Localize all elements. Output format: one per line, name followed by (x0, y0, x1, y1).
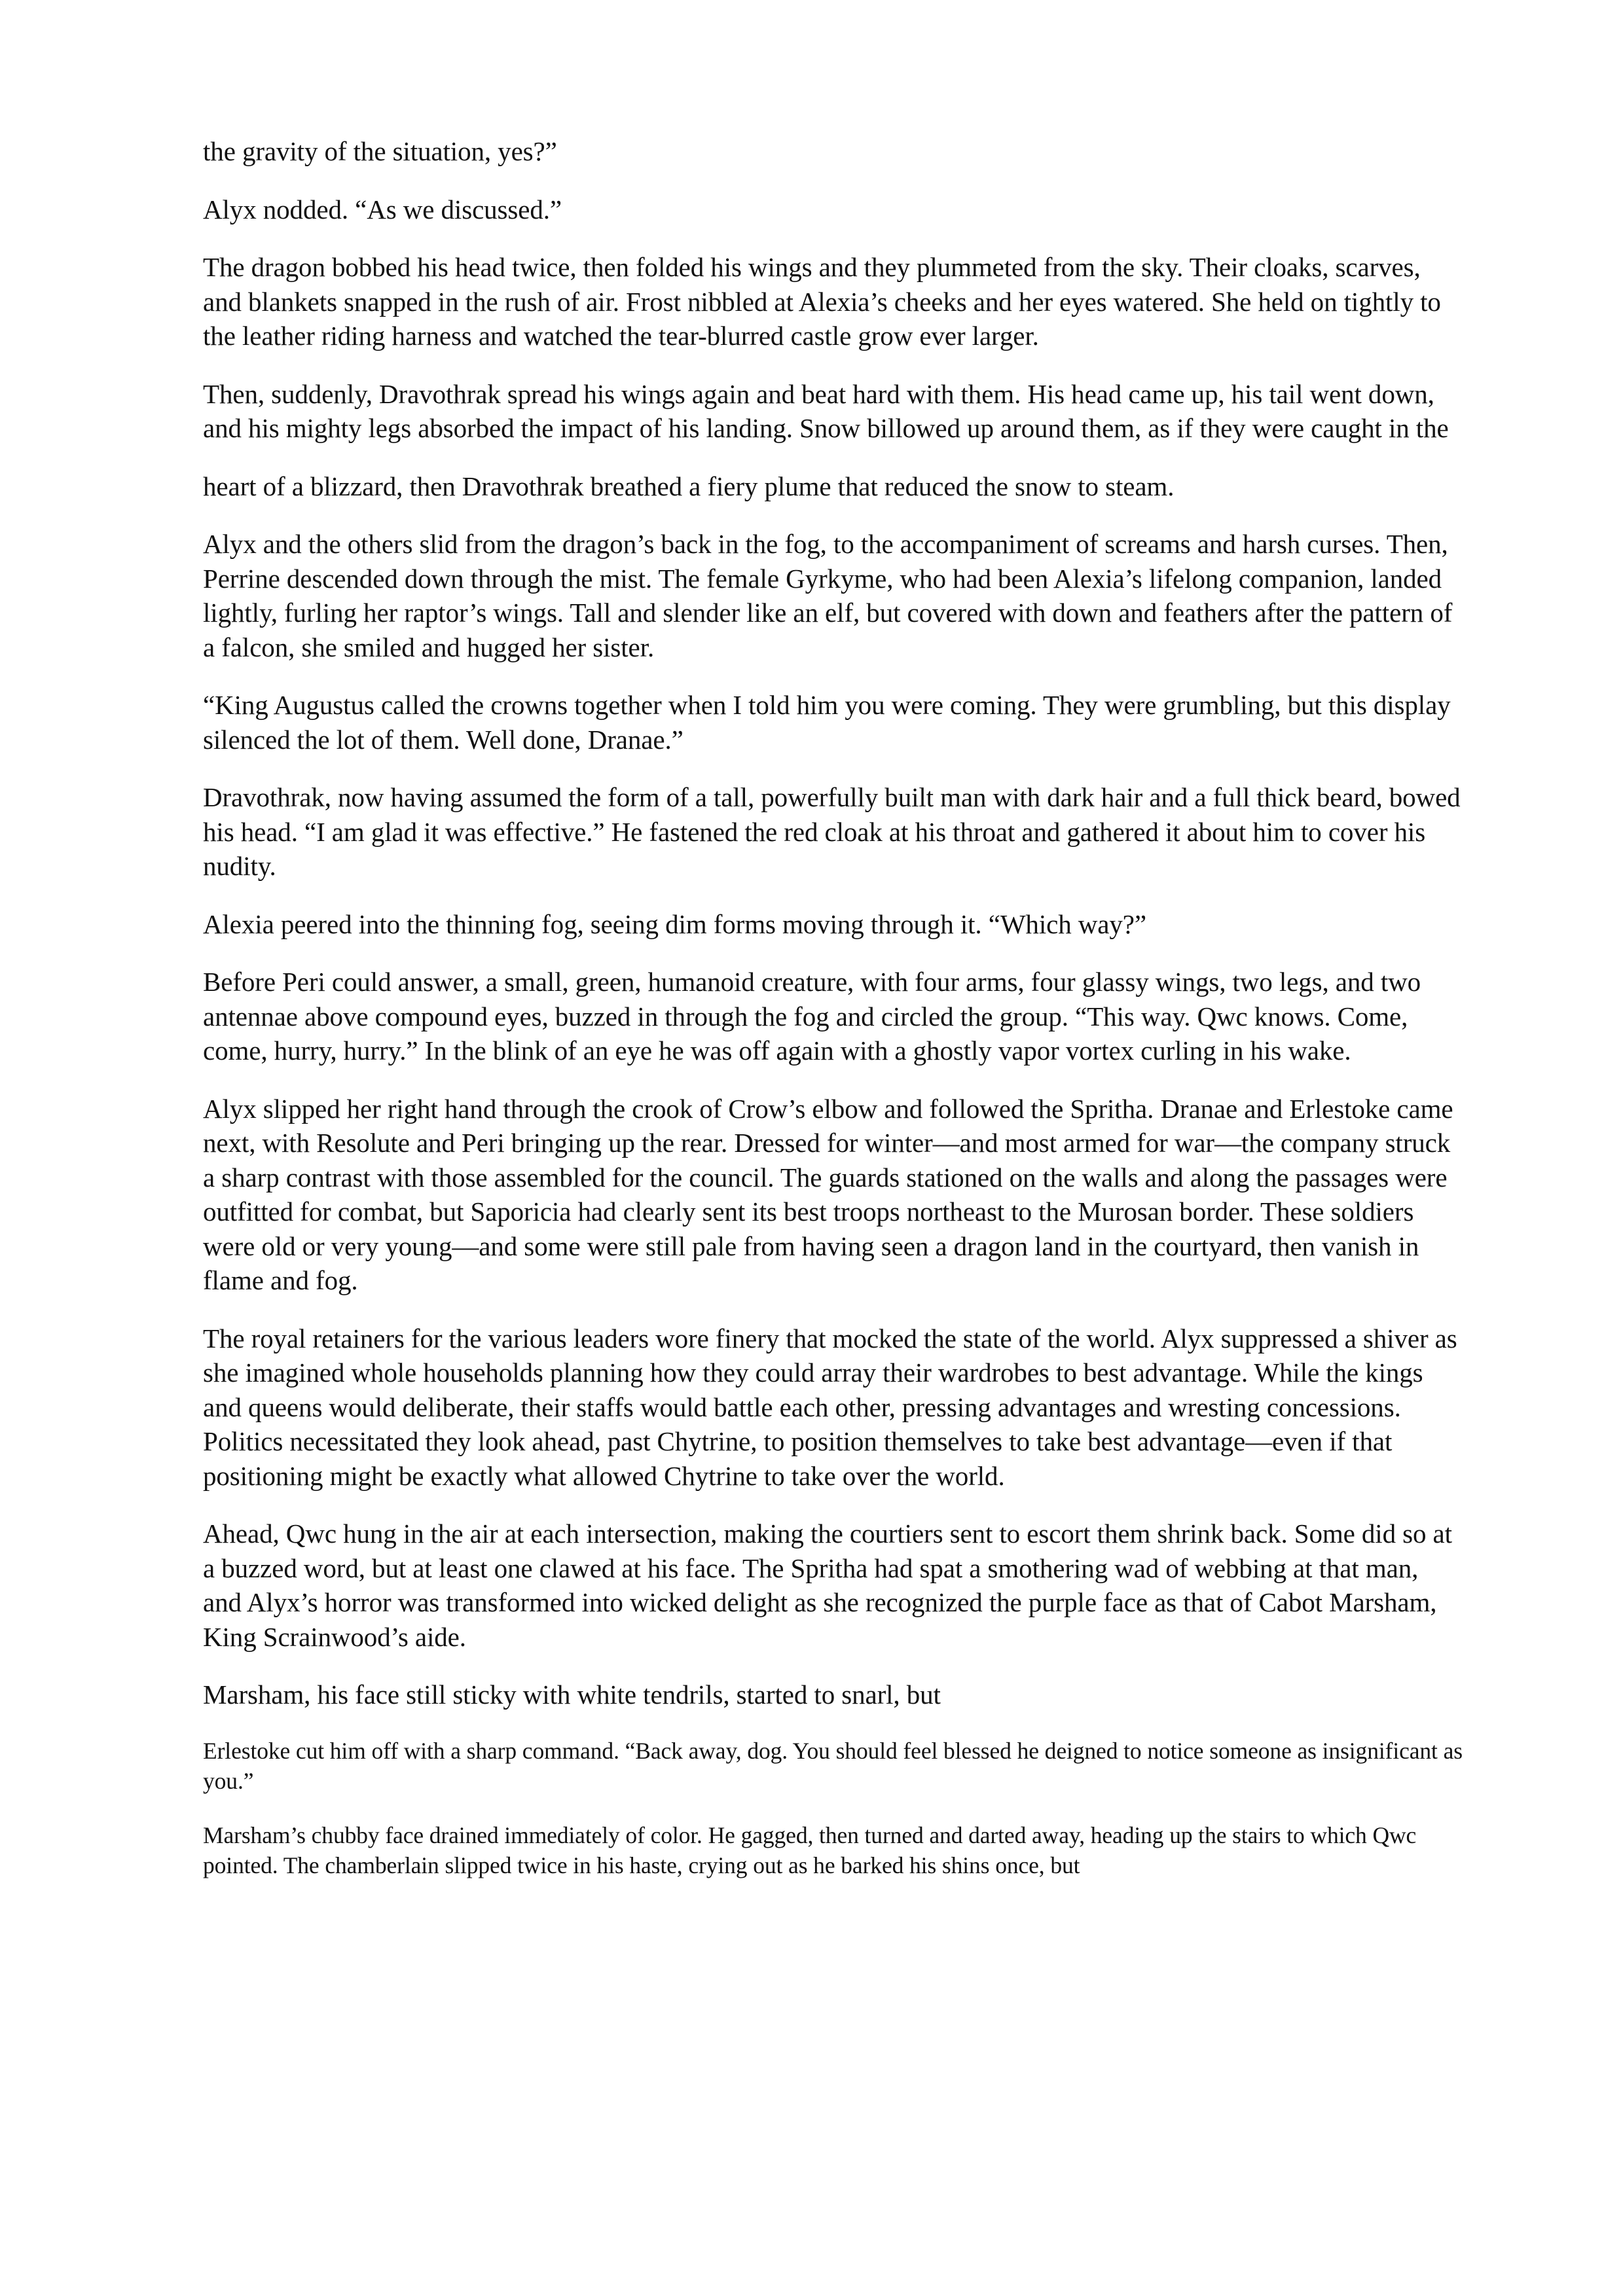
paragraph: Alyx and the others slid from the dragon’s back in the fog, to the accompaniment of screams and harsh curses. Then, Perrine descended down through the mist. The female Gyrkyme, who had been Alexia’s lifelong companion, landed lightly, furling her raptor’s wings. Tall and slender like an elf, but covered with down and feathers after the pattern of a falcon, she smiled and hugged her sister. (203, 529, 1453, 662)
paragraph: Alyx nodded. “As we discussed.” (203, 194, 562, 224)
paragraph: heart of a blizzard, then Dravothrak breathed a fiery plume that reduced the snow to steam. (203, 471, 1175, 501)
paragraph: The royal retainers for the various leaders wore finery that mocked the state of the world. Alyx suppressed a shiver as she imagined whole households planning how they could array their wardrobes to best advantage. While the kings and queens would deliberate, their staffs would battle each other, pressing advantages and wresting concessions. Politics necessitated they look ahead, past Chytrine, to position themselves to take best advantage—even if that positioning might be exactly what allowed Chytrine to take over the world. (203, 1323, 1457, 1491)
paragraph: “King Augustus called the crowns together when I told him you were coming. They were grumbling, but this display silenced the lot of them. Well done, Dranae.” (203, 690, 1451, 755)
paragraph: Before Peri could answer, a small, green, humanoid creature, with four arms, four glassy wings, two legs, and two antennae above compound eyes, buzzed in through the fog and circled the group. “This way. Qwc knows. Come, come, hurry, hurry.” In the blink of an eye he was off again with a ghostly vapor vortex curling in his wake. (203, 967, 1421, 1066)
paragraph: Alyx slipped her right hand through the crook of Crow’s elbow and followed the Spritha. Dranae and Erlestoke came next, with Resolute and Peri bringing up the rear. Dressed for winter—and most armed for war—the company struck a sharp contrast with those assembled for the council. The guards stationed on the walls and along the passages were outfitted for combat, but Saporicia had clearly sent its best troops northeast to the Murosan border. These soldiers were old or very young—and some were still pale from having seen a dragon land in the courtyard, then vanish in flame and fog. (203, 1093, 1453, 1295)
paragraph: Ahead, Qwc hung in the air at each intersection, making the courtiers sent to escort them shrink back. Some did so at a buzzed word, but at least one clawed at his face. The Spritha had spat a smothering wad of webbing at that man, and Alyx’s horror was transformed into wicked delight as she recognized the purple face as that of Cabot Marsham, King Scrainwood’s aide. (203, 1518, 1452, 1652)
paragraph: Marsham’s chubby face drained immediately of color. He gagged, then turned and darted away, heading up the stairs to which Qwc pointed. The chamberlain slipped twice in his haste, crying out as he barked his shins once, but (203, 1821, 1417, 1878)
paragraph: Marsham, his face still sticky with white tendrils, started to snarl, but (203, 1679, 941, 1710)
paragraph: Then, suddenly, Dravothrak spread his wings again and beat hard with them. His head came up, his tail went down, and his mighty legs absorbed the impact of his landing. Snow billowed up around them, as if they were caught in the (203, 378, 1449, 443)
body-text (203, 134, 1463, 1905)
paragraph: Dravothrak, now having assumed the form of a tall, powerfully built man with dark hair and a full thick beard, bowed his head. “I am glad it was effective.” He fastened the red cloak at his throat and gathered it about him to cover his nudity. (203, 782, 1461, 881)
paragraph: Alexia peered into the thinning fog, seeing dim forms moving through it. “Which way?” (203, 908, 1146, 939)
paragraph: the gravity of the situation, yes?” (203, 136, 557, 166)
paragraph: The dragon bobbed his head twice, then folded his wings and they plummeted from the sky. Their cloaks, scarves, and blankets snapped in the rush of air. Frost nibbled at Alexia’s cheeks and her eyes watered. She held on tightly to the leather riding harness and watched the tear-blurred castle grow ever larger. (203, 252, 1441, 351)
paragraph: Erlestoke cut him off with a sharp command. “Back away, dog. You should feel blessed he deigned to notice someone as insignificant as you.” (203, 1737, 1463, 1794)
